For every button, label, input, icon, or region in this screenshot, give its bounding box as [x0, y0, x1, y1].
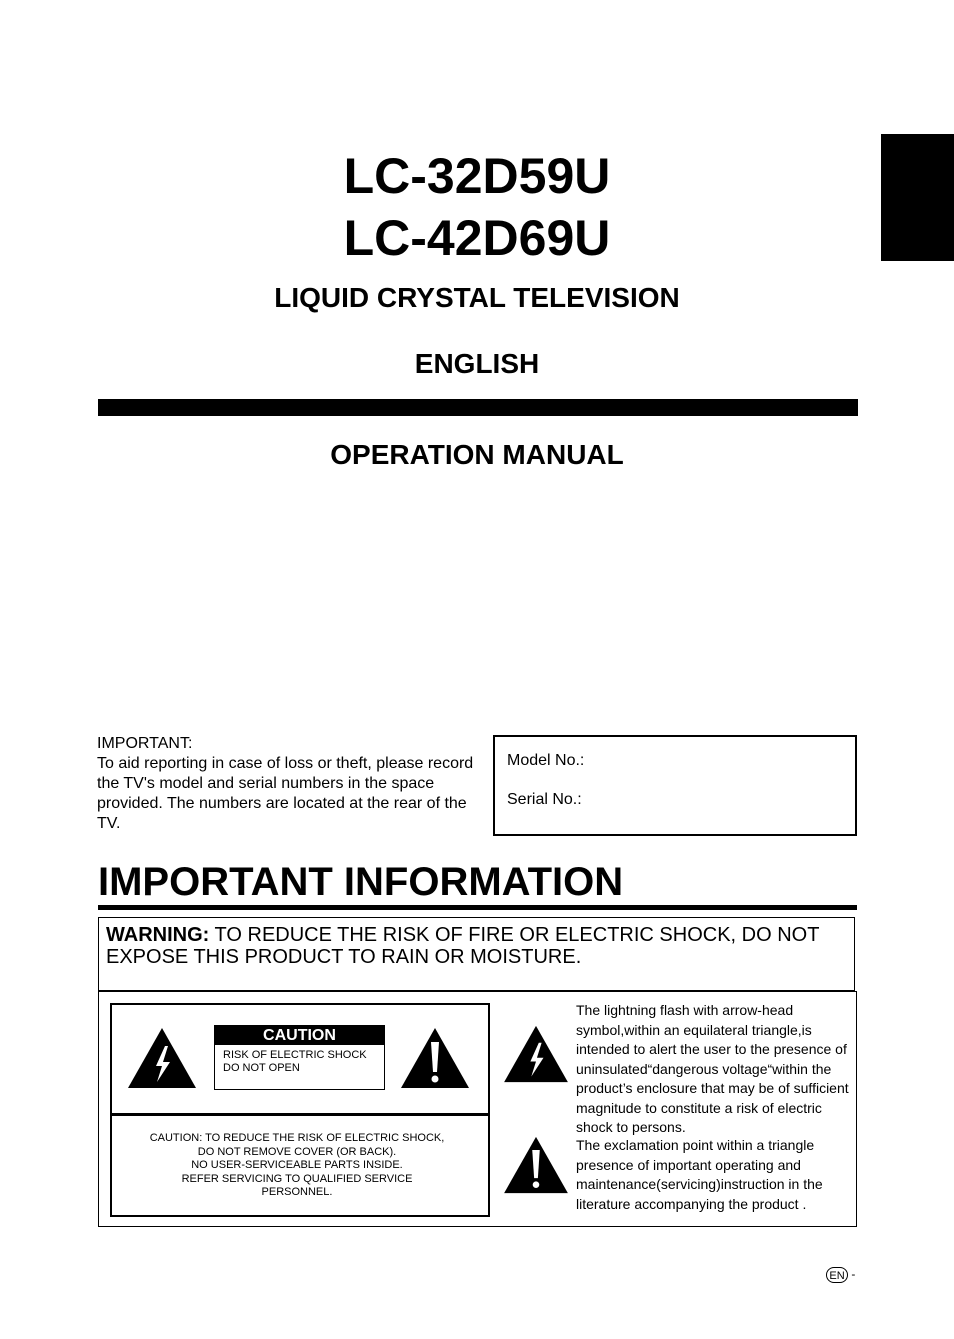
important-information-title: IMPORTANT INFORMATION [98, 860, 624, 904]
caution-label-text [223, 1049, 367, 1075]
exclamation-triangle-icon [399, 1026, 471, 1090]
important-information-rule [98, 905, 857, 910]
exclamation-triangle-icon [502, 1135, 570, 1195]
model-number-2: LC-42D69U [343, 210, 611, 266]
product-type: LIQUID CRYSTAL TELEVISION [274, 282, 680, 313]
model-number-label: Model No.: [507, 752, 585, 769]
page-suffix: - [851, 1267, 856, 1281]
lightning-symbol-description: The lightning flash with arrow-head symbol,within an equilateral triangle,is intended to alert the user to the presence of uninsulated“dangerous voltage“within the product’s enclosure that may be of sufficient magnitude to constitute a risk of electric shock to persons. [576, 1002, 849, 1135]
title-divider-bar [98, 399, 858, 416]
caution-body-line: NO USER-SERVICEABLE PARTS INSIDE. [191, 1159, 403, 1171]
record-note-heading: IMPORTANT: [97, 735, 193, 752]
serial-number-label: Serial No.: [507, 791, 582, 808]
caution-label [214, 1025, 385, 1090]
record-note [97, 734, 477, 834]
language-badge: EN [826, 1267, 848, 1283]
caution-body-line: PERSONNEL. [261, 1186, 333, 1198]
caution-label-line-2: DO NOT OPEN [223, 1062, 300, 1074]
model-number-1: LC-32D59U [343, 148, 611, 204]
language-label: ENGLISH [414, 348, 540, 379]
caution-body-line: REFER SERVICING TO QUALIFIED SERVICE [181, 1172, 413, 1185]
page-footer [826, 1266, 855, 1283]
model-serial-box [493, 735, 857, 836]
caution-body [112, 1132, 482, 1200]
record-note-body: To aid reporting in case of loss or theft, please record the TV's model and serial numbers in the space provided. The numbers are located at the rear of the TV. [97, 755, 474, 832]
manual-title: OPERATION MANUAL [330, 439, 624, 470]
warning-label: WARNING: [106, 924, 210, 946]
lightning-triangle-icon [126, 1026, 198, 1090]
lightning-triangle-icon [502, 1024, 570, 1084]
caution-label-line-1: RISK OF ELECTRIC SHOCK [223, 1049, 367, 1061]
caution-body-line: DO NOT REMOVE COVER (OR BACK). [197, 1145, 397, 1158]
exclamation-symbol-description: The exclamation point within a triangle presence of important operating and maintenance(servicing)instruction in the literature accompanying the product . [576, 1137, 823, 1212]
warning-text: TO REDUCE THE RISK OF FIRE OR ELECTRIC SHOCK, DO NOT EXPOSE THIS PRODUCT TO RAIN OR MOISTURE. [106, 924, 820, 968]
caution-body-line: CAUTION: TO REDUCE THE RISK OF ELECTRIC SHOCK, [149, 1132, 445, 1144]
warning-box [98, 917, 855, 991]
caution-label-head: CAUTION [215, 1026, 384, 1045]
caution-panel-divider [110, 1113, 490, 1116]
